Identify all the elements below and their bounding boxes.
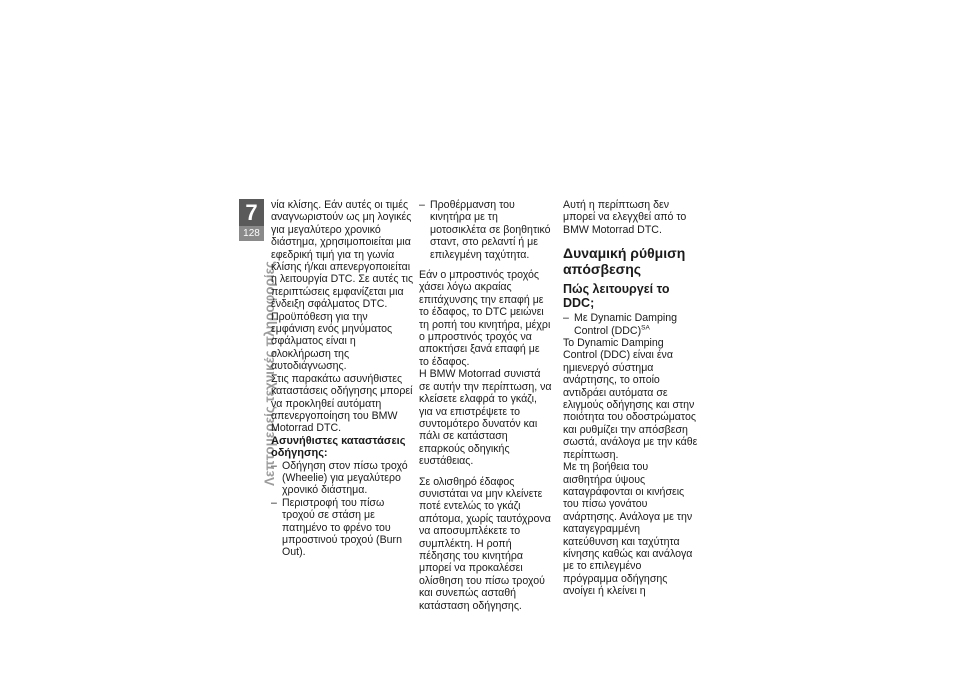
list-item-text: Με Dynamic Damping Control (DDC) [574, 312, 678, 337]
list-item: – Περιστροφή του πίσω τροχού σε στάση με πατημένο το φρένο του μπροστινού τροχού (Burn Out). [271, 497, 414, 559]
paragraph: Το Dynamic Damping Control (DDC) είναι ένα ημιενεργό σύστημα ανάρτησης, το οποίο αντιδράει αυτόματα σε ελιγμούς οδήγησης και στην ποιότητα του οδοστρώματος και ρυθμίζει την απόσβεση σωστά, ανάλογα με την κάθε περίπτωση. [563, 337, 698, 461]
paragraph: Εάν ο μπροστινός τροχός χάσει λόγω ακραίας επιτάχυνσης την επαφή με το έδαφος, το DTC μειώνει τη ροπή του κινητήρα, μέχρι ο μπροστινός τροχός να αποκτήσει ξανά επαφή με το έδαφος. [419, 269, 551, 368]
text-column-1 [271, 199, 414, 567]
option-marker: SA [641, 324, 650, 332]
chapter-side-title: Λεπτομερείς τεχνικές πληροφορίες [262, 260, 277, 486]
dash-list [563, 312, 698, 337]
list-item [563, 312, 698, 337]
subheading: Ασυνήθιστες καταστάσεις οδήγησης: [271, 434, 406, 460]
text-column-3 [563, 199, 698, 598]
section-heading: Δυναμική ρύθμιση απόσβεσης [563, 245, 686, 277]
dash-list [271, 460, 414, 559]
chapter-tab [239, 199, 264, 241]
paragraph: νία κλίσης. Εάν αυτές οι τιμές αναγνωριστούν ως μη λογικές για μεγαλύτερο χρονικό διάστημα, χρησιμοποιείται μια εφεδρική τιμή για τη γωνία κλίσης ή/και απενεργοποιείται η λειτουργία DTC. Σε αυτές τις περιπτώσεις εμφανίζεται μια ένδειξη σφάλματος DTC. Προϋπόθεση για την εμφάνιση ενός μηνύματος σφάλματος είναι η ολοκλήρωση της αυτοδιάγνωσης. [271, 199, 414, 373]
list-item: – Προθέρμανση του κινητήρα με τη μοτοσικλέτα σε βοηθητικό σταντ, στο ρελαντί ή με επιλεγμένη ταχύτητα. [419, 199, 552, 261]
chapter-number: 7 [239, 199, 264, 226]
paragraph: Με τη βοήθεια του αισθητήρα ύψους καταγράφονται οι κινήσεις του πίσω γονάτου ανάρτησης. Ανάλογα με την καταγεγραμμένη κατεύθυνση και ταχύτητα κίνησης καθώς και ανάλογα με το επιλεγμένο πρόγραμμα οδήγησης ανοίγει ή κλείνει η [563, 461, 693, 598]
paragraph: Στις παρακάτω ασυνήθιστες καταστάσεις οδήγησης μπορεί να προκληθεί αυτόματη απενεργοποίηση του BMW Motorrad DTC. [271, 372, 413, 435]
dash-list [419, 199, 552, 261]
subheading: Πώς λειτουργεί το DDC; [563, 282, 670, 311]
page-number: 128 [239, 226, 264, 241]
text-column-2 [419, 199, 552, 620]
list-item: – Οδήγηση στον πίσω τροχό (Wheelie) για μεγαλύτερο χρονικό διάστημα. [271, 460, 414, 497]
paragraph: Σε ολισθηρό έδαφος συνιστάται να μην κλείνετε ποτέ εντελώς το γκάζι απότομα, χωρίς ταυτόχρονα να αποσυμπλέκετε το συμπλέκτη. Η ροπή πέδησης του κινητήρα μπορεί να προκαλέσει ολίσθηση του πίσω τροχού και συνεπώς ασταθή κατάσταση οδήγησης. [419, 475, 551, 612]
paragraph: Η BMW Motorrad συνιστά σε αυτήν την περίπτωση, να κλείσετε ελαφρά το γκάζι, για να επιστρέψετε το συντομότερο δυνατόν και πάλι σε κατάσταση επαρκούς οδηγικής ευστάθειας. [419, 368, 552, 468]
paragraph: Αυτή η περίπτωση δεν μπορεί να ελεγχθεί από το BMW Motorrad DTC. [563, 199, 687, 236]
